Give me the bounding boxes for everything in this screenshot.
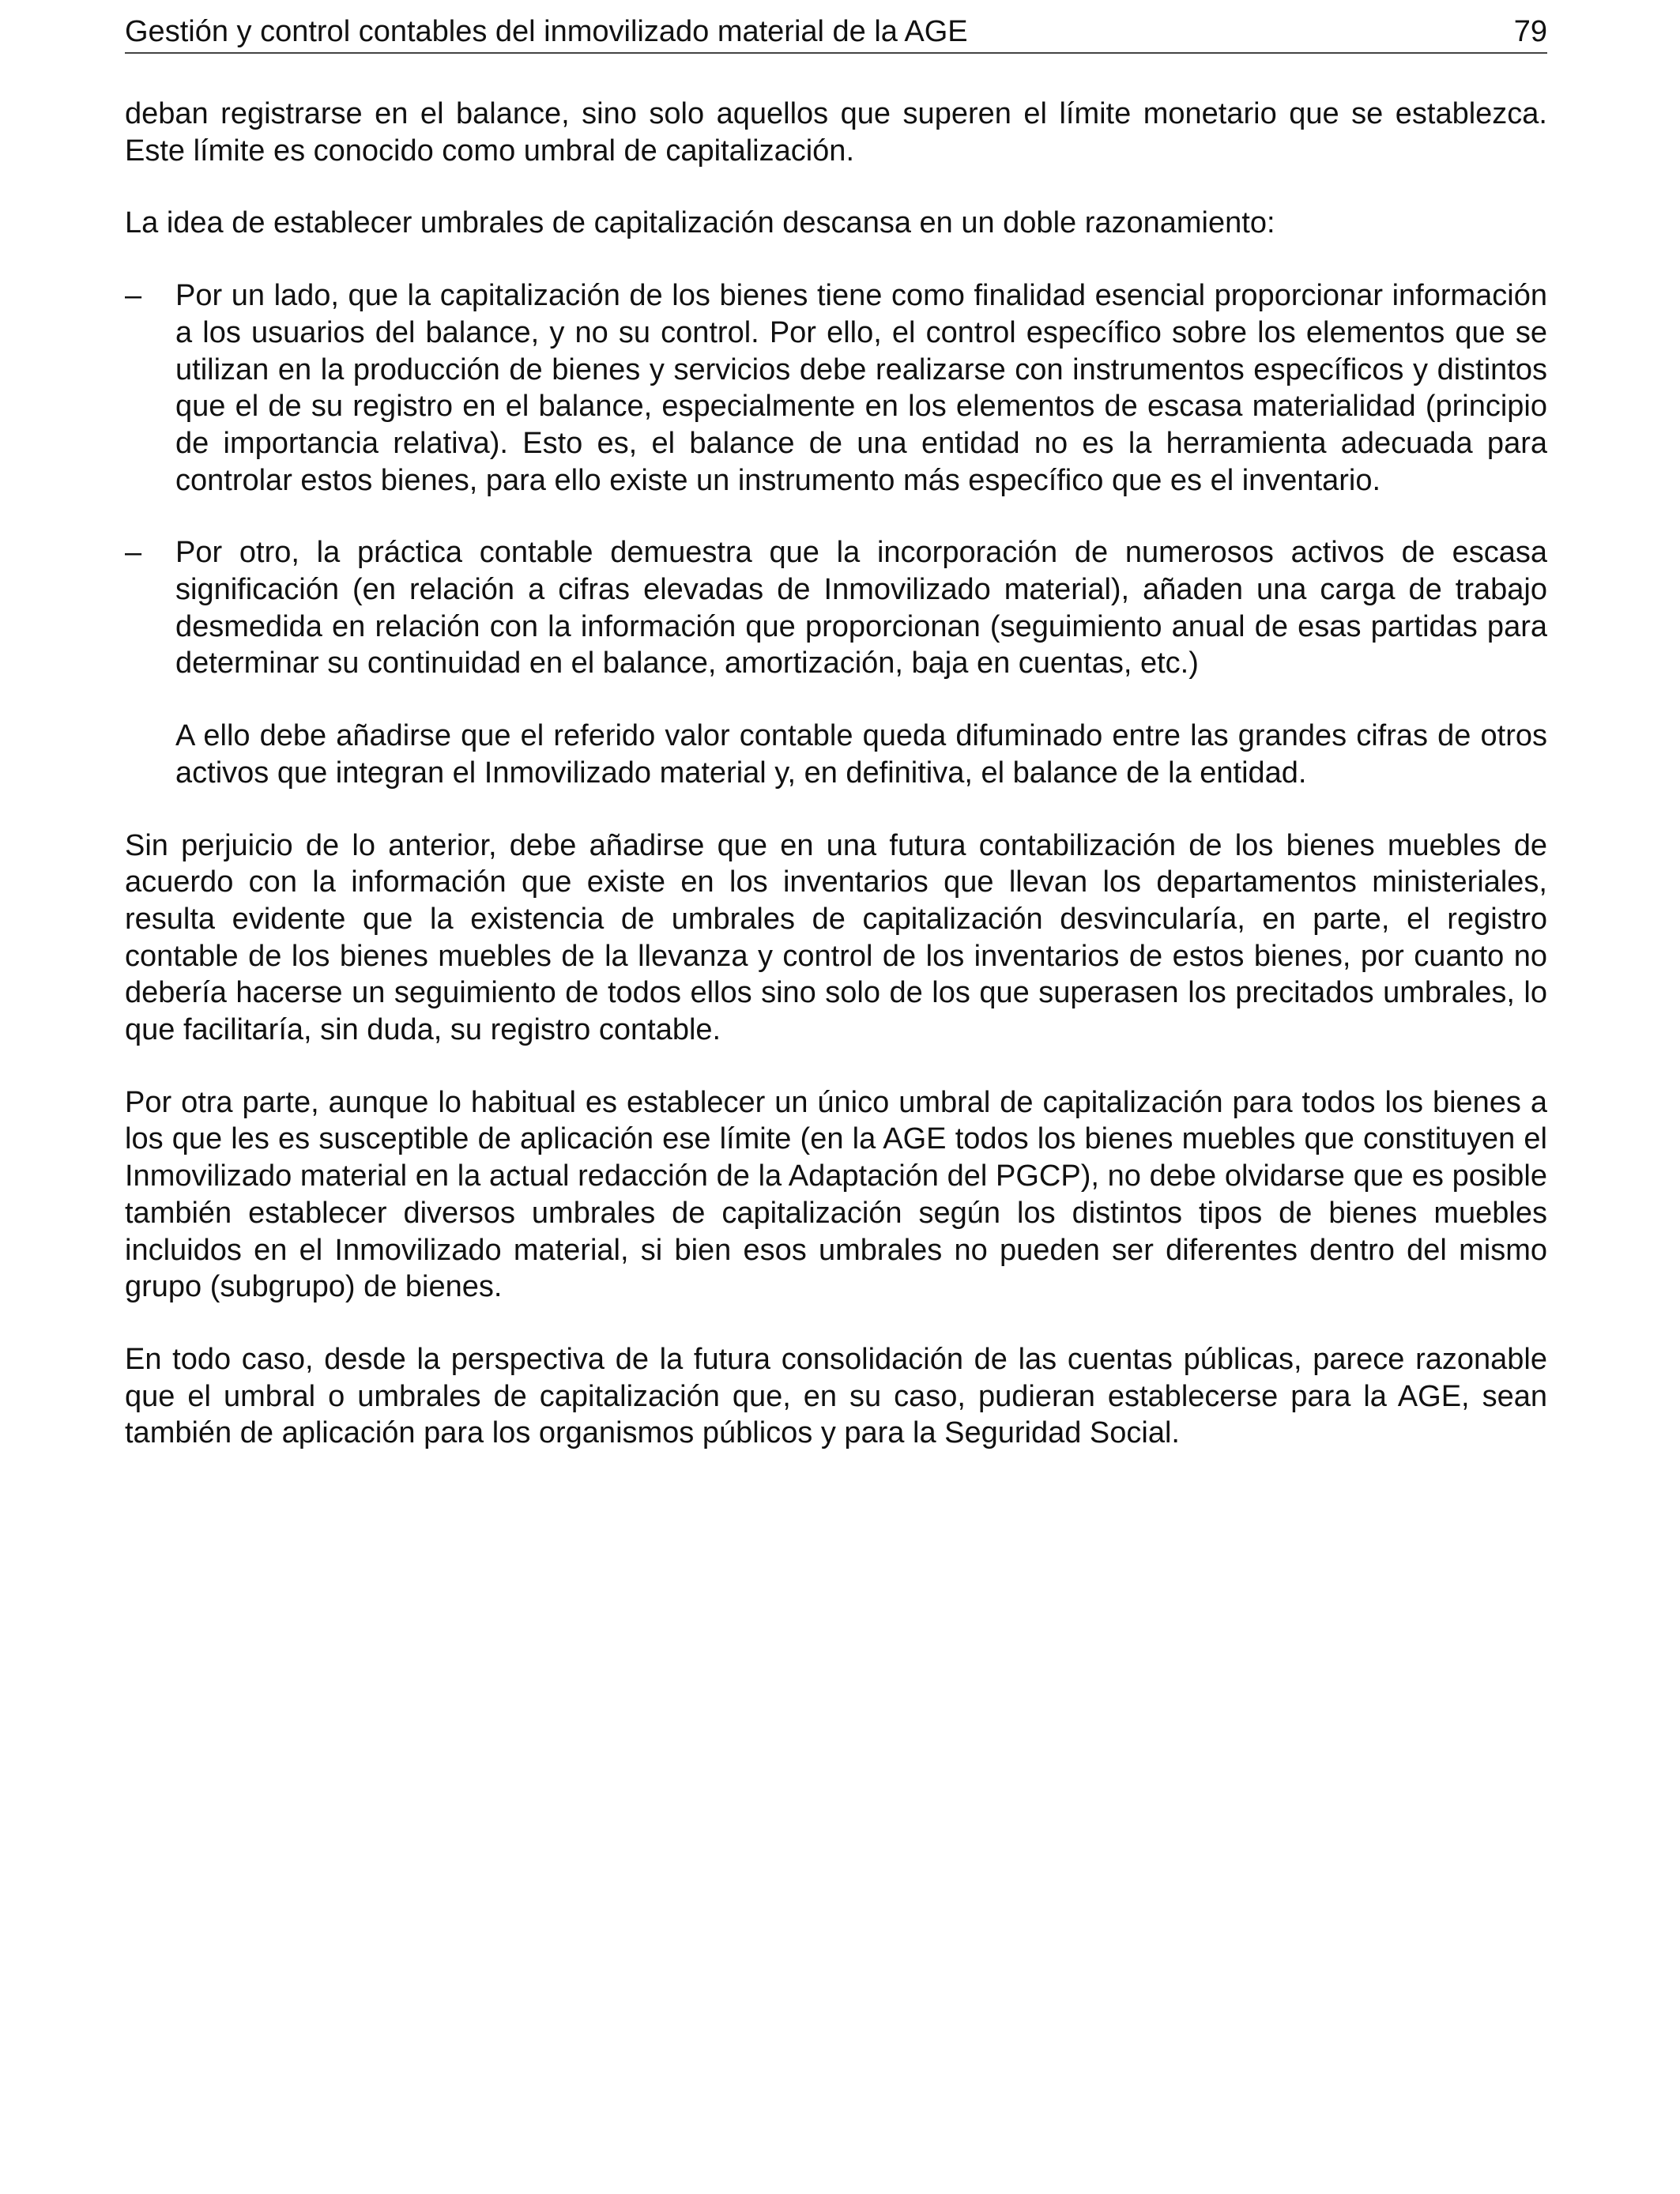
bullet-item bbox=[125, 534, 1547, 682]
document-body bbox=[125, 96, 1547, 1487]
paragraph-inventories: Sin perjuicio de lo anterior, debe añadirse que en una futura contabilización de los bienes muebles de acuerdo con la información que existe en los inventarios que llevan los departamentos ministeriales, resulta evidente que la existencia de umbrales de capitalización desvincularía, en parte, el registro contable de los bienes muebles de la llevanza y control de los inventarios de estos bienes, por cuanto no debería hacerse un seguimiento de todos ellos sino solo de los que superasen los precitados umbrales, lo que facilitaría, sin duda, su registro contable. bbox=[125, 828, 1547, 1047]
page-number: 79 bbox=[1513, 15, 1547, 48]
paragraph-thresholds: Por otra parte, aunque lo habitual es establecer un único umbral de capitalización para todos los bienes a los que les es susceptible de aplicación ese límite (en la AGE todos los bienes muebles que constituyen el Inmovilizado material en la actual redacción de la Adaptación del PGCP), no debe olvidarse que es posible también establecer diversos umbrales de capitalización según los distintos tipos de bienes muebles incluidos en el Inmovilizado material, si bien esos umbrales no pueden ser diferentes dentro del mismo grupo (subgrupo) de bienes. bbox=[125, 1085, 1547, 1304]
header-title: Gestión y control contables del inmovilizado material de la AGE bbox=[125, 15, 968, 48]
paragraph-consolidation: En todo caso, desde la perspectiva de la futura consolidación de las cuentas públicas, parece razonable que el umbral o umbrales de capitalización que, en su caso, pudieran establecerse para la AGE, sean también de aplicación para los organismos públicos y para la Seguridad Social. bbox=[125, 1342, 1547, 1450]
paragraph-intro-continuation: deban registrarse en el balance, sino solo aquellos que superen el límite monetario que se establezca. Este límite es conocido como umbral de capitalización. bbox=[125, 97, 1547, 168]
bullet-item bbox=[125, 277, 1547, 499]
paragraph-reasoning-lead: La idea de establecer umbrales de capitalización descansa en un doble razonamiento: bbox=[125, 206, 1275, 240]
dash-bullet-icon: – bbox=[125, 279, 142, 313]
indented-paragraph: A ello debe añadirse que el referido valor contable queda difuminado entre las grandes cifras de otros activos que integran el Inmovilizado material y, en definitiva, el balance de la entidad. bbox=[175, 719, 1547, 790]
bullet-text: Por un lado, que la capitalización de los bienes tiene como finalidad esencial proporcionar información a los usuarios del balance, y no su control. Por ello, el control específico sobre los elementos que se utilizan en la producción de bienes y servicios debe realizarse con instrumentos específicos y distintos que el de su registro en el balance, especialmente en los elementos de escasa materialidad (principio de importancia relativa). Esto es, el balance de una entidad no es la herramienta adecuada para controlar estos bienes, para ello existe un instrumento más específico que es el inventario. bbox=[175, 279, 1547, 497]
dash-bullet-icon: – bbox=[125, 536, 142, 570]
page-header bbox=[125, 11, 1547, 54]
bullet-text: Por otro, la práctica contable demuestra que la incorporación de numerosos activos de escasa significación (en relación a cifras elevadas de Inmovilizado material), añaden una carga de trabajo desmedida en relación con la información que proporcionan (seguimiento anual de esas partidas para determinar su continuidad en el balance, amortización, baja en cuentas, etc.) bbox=[175, 536, 1547, 680]
